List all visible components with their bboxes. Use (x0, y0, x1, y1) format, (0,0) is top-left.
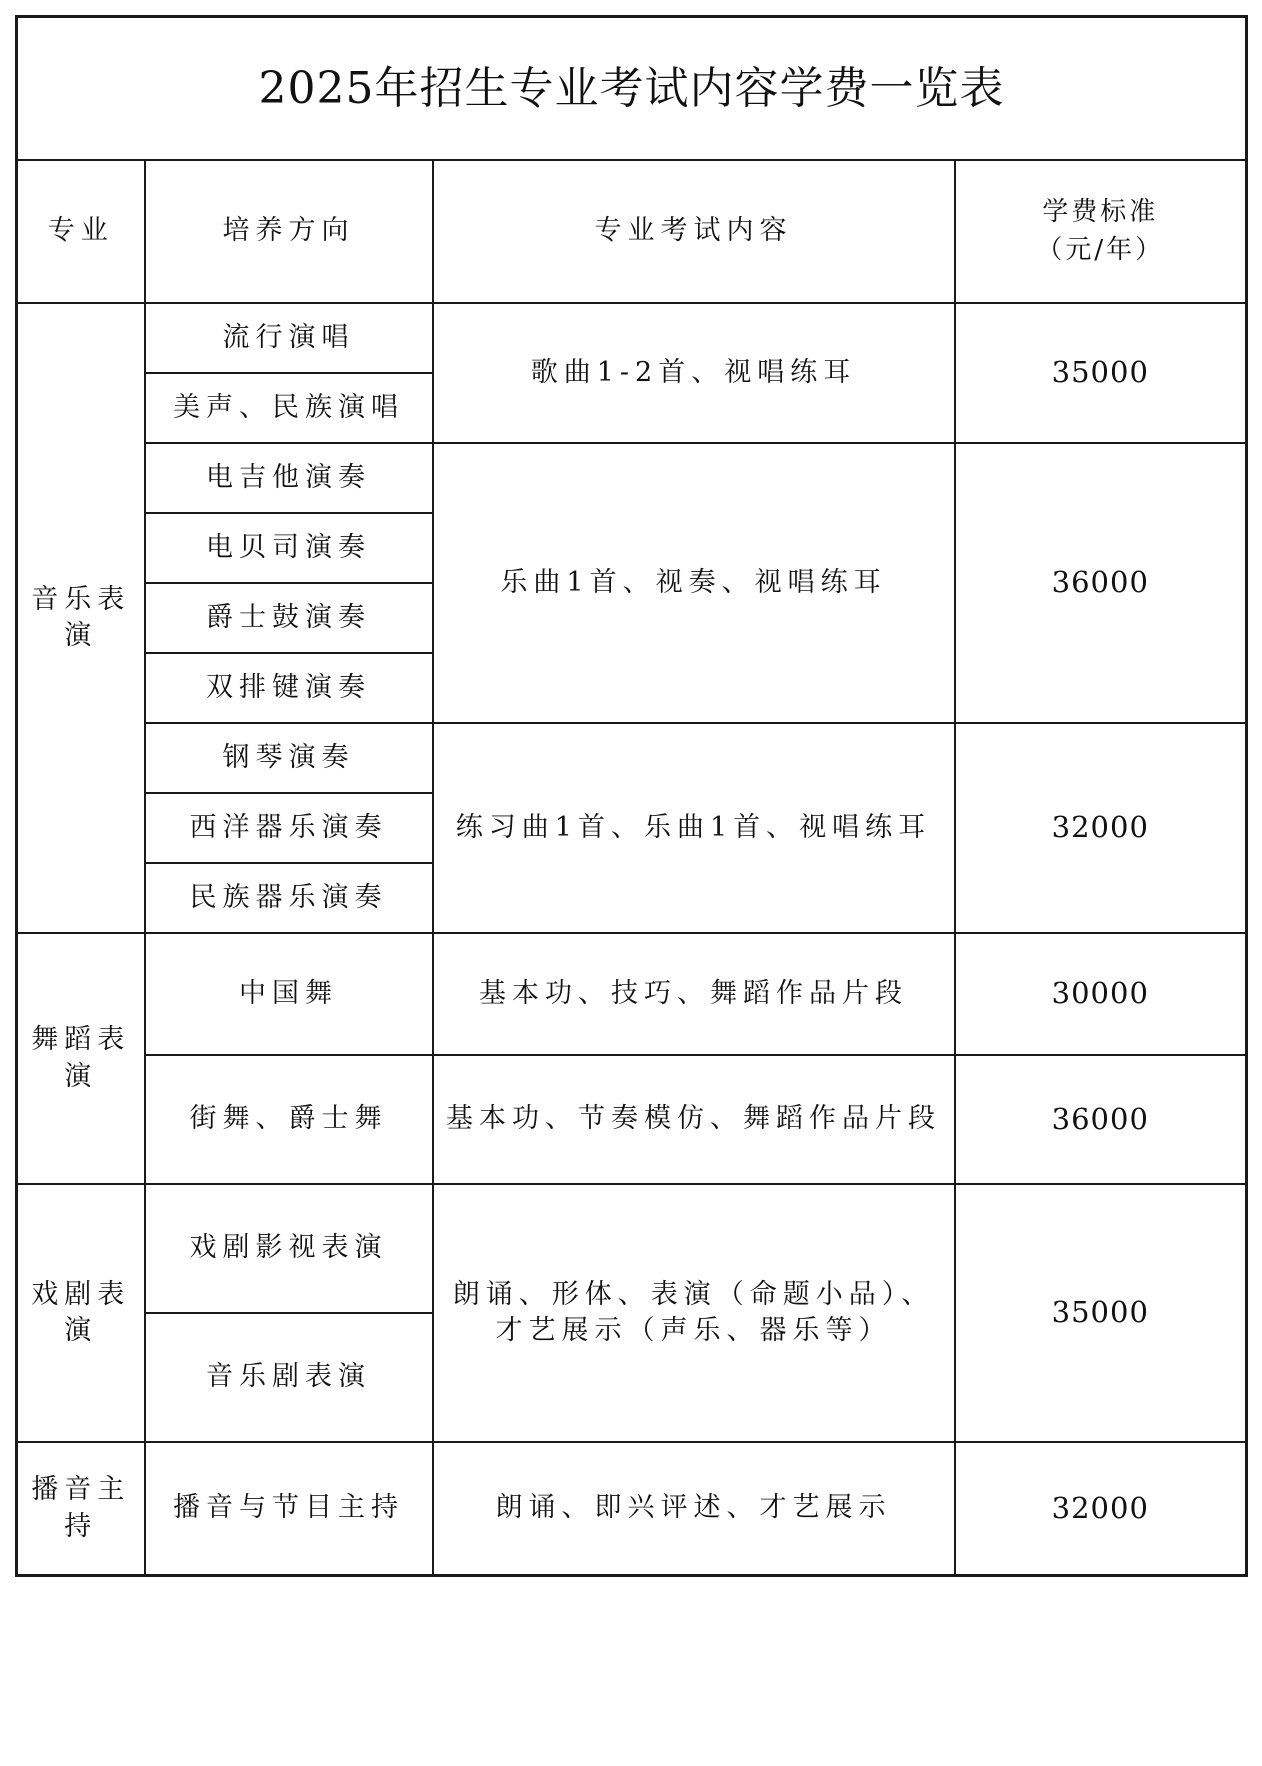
table-row (17, 1442, 1247, 1576)
exam-cell (433, 1184, 955, 1442)
table-row (17, 303, 1247, 373)
fee-cell: 32000 (955, 723, 1247, 933)
fee-cell: 35000 (955, 303, 1247, 443)
direction-cell: 电吉他演奏 (145, 443, 433, 513)
direction-cell: 西洋器乐演奏 (145, 793, 433, 863)
exam-cell: 歌曲1-2首、视唱练耳 (433, 303, 955, 443)
direction-cell: 中国舞 (145, 933, 433, 1055)
direction-cell: 街舞、爵士舞 (145, 1055, 433, 1184)
fee-cell: 30000 (955, 933, 1247, 1055)
table-row (17, 1055, 1247, 1184)
header-fee-line2: （元/年） (1036, 234, 1165, 265)
exam-cell: 乐曲1首、视奏、视唱练耳 (433, 443, 955, 723)
table-row (17, 723, 1247, 793)
fee-cell: 32000 (955, 1442, 1247, 1576)
fee-cell: 35000 (955, 1184, 1247, 1442)
fee-table-document (15, 15, 1245, 1748)
table-row (17, 1184, 1247, 1313)
table-row (17, 443, 1247, 513)
direction-cell: 电贝司演奏 (145, 513, 433, 583)
title-row (17, 17, 1247, 161)
fee-cell: 36000 (955, 443, 1247, 723)
major-cell-broadcast: 播音主持 (17, 1442, 145, 1576)
table-row (17, 933, 1247, 1055)
direction-cell: 戏剧影视表演 (145, 1184, 433, 1313)
header-major: 专业 (17, 160, 145, 303)
exam-cell: 基本功、节奏模仿、舞蹈作品片段 (433, 1055, 955, 1184)
direction-cell: 播音与节目主持 (145, 1442, 433, 1576)
fee-table (15, 15, 1248, 1577)
direction-cell: 美声、民族演唱 (145, 373, 433, 443)
header-exam: 专业考试内容 (433, 160, 955, 303)
direction-cell: 民族器乐演奏 (145, 863, 433, 933)
direction-cell: 钢琴演奏 (145, 723, 433, 793)
exam-cell: 朗诵、即兴评述、才艺展示 (433, 1442, 955, 1576)
direction-cell: 爵士鼓演奏 (145, 583, 433, 653)
page-title: 2025年招生专业考试内容学费一览表 (17, 17, 1247, 161)
direction-cell: 音乐剧表演 (145, 1313, 433, 1442)
major-cell-drama: 戏剧表演 (17, 1184, 145, 1442)
direction-cell: 双排键演奏 (145, 653, 433, 723)
major-cell-dance: 舞蹈表演 (17, 933, 145, 1184)
exam-line: 朗诵、形体、表演（命题小品）、 (452, 1278, 935, 1310)
exam-cell: 基本功、技巧、舞蹈作品片段 (433, 933, 955, 1055)
header-direction: 培养方向 (145, 160, 433, 303)
header-row (17, 160, 1247, 303)
header-fee-line1: 学费标准 (1042, 196, 1159, 227)
exam-line: 才艺展示（声乐、器乐等） (495, 1315, 892, 1346)
major-cell-music: 音乐表演 (17, 303, 145, 933)
exam-cell: 练习曲1首、乐曲1首、视唱练耳 (433, 723, 955, 933)
header-fee (955, 160, 1247, 303)
fee-cell: 36000 (955, 1055, 1247, 1184)
direction-cell: 流行演唱 (145, 303, 433, 373)
